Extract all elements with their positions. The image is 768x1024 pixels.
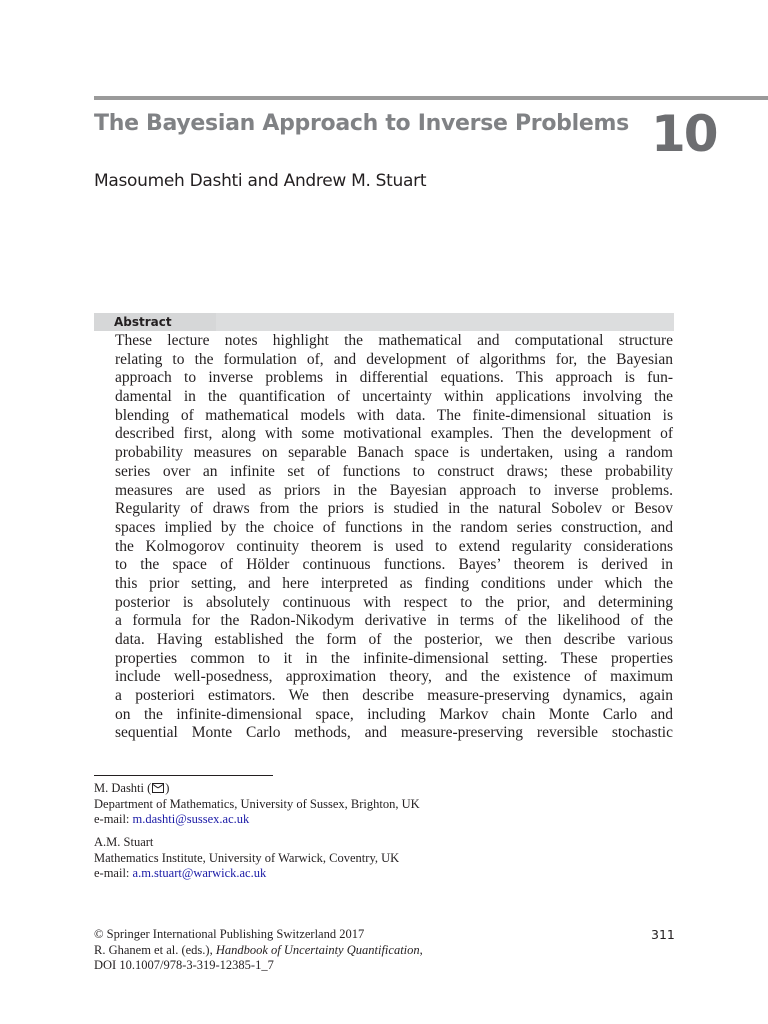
- abstract-line: relating to the formulation of, and development of algorithms for, the Bayesian: [115, 350, 673, 368]
- chapter-authors: Masoumeh Dashti and Andrew M. Stuart: [94, 171, 427, 191]
- abstract-line: blending of mathematical models with data. The finite-dimensional situation is: [115, 406, 673, 424]
- envelope-icon: [152, 783, 164, 793]
- author-department: Mathematics Institute, University of Warwick, Coventry, UK: [94, 850, 400, 865]
- abstract-line: measures are used as priors in the Bayesian approach to inverse problems.: [115, 481, 673, 499]
- chapter-title: The Bayesian Approach to Inverse Problems: [94, 111, 629, 136]
- author-name: A.M. Stuart: [94, 835, 154, 849]
- author-department: Department of Mathematics, University of Sussex, Brighton, UK: [94, 796, 420, 811]
- header-rule: [94, 96, 768, 100]
- abstract-line: damental in the quantification of uncertainty within applications involving the: [115, 388, 673, 406]
- abstract-line: These lecture notes highlight the mathematical and computational structure: [115, 332, 673, 349]
- email-link[interactable]: a.m.stuart@warwick.ac.uk: [132, 866, 267, 880]
- abstract-line: sequential Monte Carlo methods, and measure-preserving reversible stochastic: [115, 724, 673, 742]
- abstract-label: Abstract: [94, 313, 216, 331]
- abstract-line: posterior is absolutely continuous with respect to the prior, and determining: [115, 593, 673, 611]
- abstract-line: Regularity of draws from the priors is studied in the natural Sobolev or Besov: [115, 500, 673, 518]
- abstract-line: the Kolmogorov continuity theorem is used to extend regularity considerations: [115, 537, 673, 555]
- author-name: M. Dashti ( ): [94, 781, 170, 795]
- author-email-line: e-mail: m.dashti@sussex.ac.uk: [94, 812, 250, 826]
- abstract-line: spaces implied by the choice of functions in the random series construction, and: [115, 518, 673, 536]
- abstract-line: a posteriori estimators. We then describe measure-preserving dynamics, again: [115, 687, 673, 705]
- affiliation-dashti: [94, 781, 420, 828]
- chapter-number: 10: [651, 105, 717, 163]
- author-email-line: e-mail: a.m.stuart@warwick.ac.uk: [94, 866, 267, 880]
- abstract-line: include well-posedness, approximation theory, and the existence of maximum: [115, 668, 673, 686]
- abstract-line: a formula for the Radon-Nikodym derivative in terms of the likelihood of the: [115, 612, 673, 630]
- copyright-line: © Springer International Publishing Switzerland 2017: [94, 927, 365, 941]
- abstract-line: data. Having established the form of the posterior, we then describe various: [115, 631, 673, 648]
- abstract-line: probability measures on separable Banach space is undertaken, using a random: [115, 444, 673, 462]
- abstract-line: described first, along with some motivational examples. Then the development of: [115, 425, 673, 443]
- footnote-rule: [94, 775, 273, 776]
- email-link[interactable]: m.dashti@sussex.ac.uk: [132, 812, 250, 826]
- doi-line: DOI 10.1007/978-3-319-12385-1_7: [94, 958, 274, 972]
- abstract-text: [115, 332, 673, 743]
- copyright-block: [94, 927, 423, 974]
- abstract-line: approach to inverse problems in differential equations. This approach is fun-: [115, 369, 673, 387]
- abstract-line: to the space of Hölder continuous functions. Bayes’ theorem is derived in: [115, 556, 673, 574]
- abstract-line: properties common to it in the infinite-dimensional setting. These properties: [115, 649, 673, 667]
- abstract-line: series over an infinite set of functions to construct draws; these probability: [115, 462, 673, 480]
- abstract-line: on the infinite-dimensional space, including Markov chain Monte Carlo and: [115, 705, 673, 723]
- page-number: 311: [651, 927, 675, 942]
- citation-line: R. Ghanem et al. (eds.), Handbook of Uncertainty Quantification,: [94, 942, 423, 957]
- affiliation-stuart: [94, 835, 399, 882]
- abstract-line: this prior setting, and here interpreted as finding conditions under which the: [115, 574, 673, 592]
